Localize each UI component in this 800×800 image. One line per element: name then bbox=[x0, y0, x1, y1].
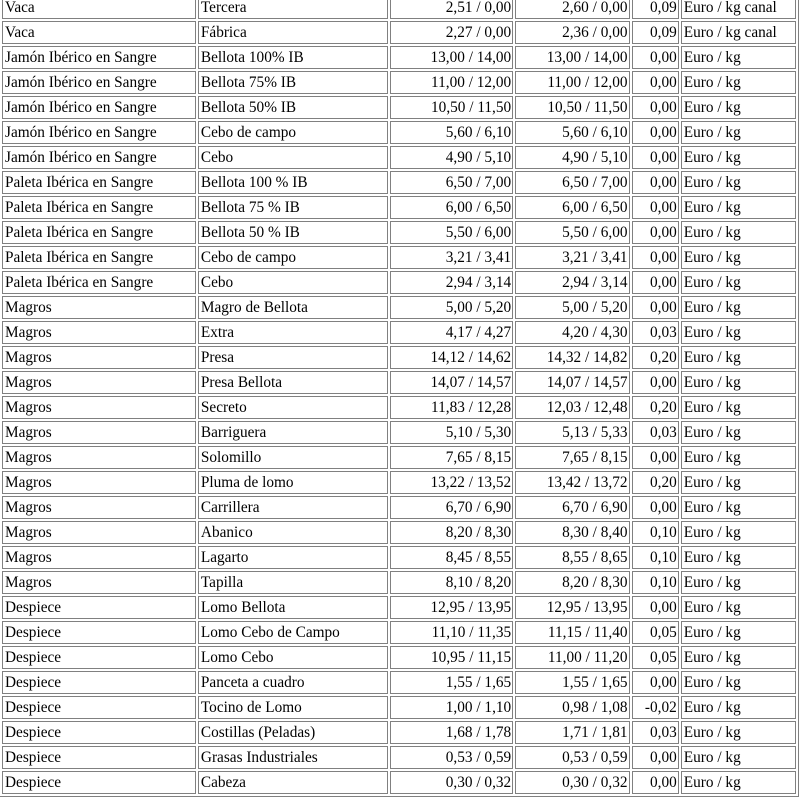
previous-price-cell: 7,65 / 8,15 bbox=[390, 446, 513, 469]
change-cell: 0,10 bbox=[632, 521, 679, 544]
table-row bbox=[2, 471, 796, 494]
table-row bbox=[2, 171, 796, 194]
change-cell: 0,05 bbox=[632, 646, 679, 669]
change-cell: 0,09 bbox=[632, 21, 679, 44]
table-row bbox=[2, 496, 796, 519]
current-price-cell: 14,32 / 14,82 bbox=[515, 346, 629, 369]
unit-cell: Euro / kg bbox=[681, 96, 796, 119]
category-cell: Magros bbox=[2, 371, 196, 394]
unit-cell: Euro / kg bbox=[681, 396, 796, 419]
category-cell: Magros bbox=[2, 321, 196, 344]
category-cell: Jamón Ibérico en Sangre bbox=[2, 46, 196, 69]
category-cell: Paleta Ibérica en Sangre bbox=[2, 196, 196, 219]
category-cell: Jamón Ibérico en Sangre bbox=[2, 121, 196, 144]
category-cell: Despiece bbox=[2, 771, 196, 794]
table-row bbox=[2, 0, 796, 19]
current-price-cell: 1,55 / 1,65 bbox=[515, 671, 629, 694]
previous-price-cell: 2,27 / 0,00 bbox=[390, 21, 513, 44]
change-cell: 0,00 bbox=[632, 771, 679, 794]
unit-cell: Euro / kg bbox=[681, 771, 796, 794]
unit-cell: Euro / kg bbox=[681, 721, 796, 744]
change-cell: 0,03 bbox=[632, 321, 679, 344]
product-cell: Solomillo bbox=[198, 446, 388, 469]
product-cell: Bellota 50% IB bbox=[198, 96, 388, 119]
unit-cell: Euro / kg bbox=[681, 296, 796, 319]
category-cell: Vaca bbox=[2, 0, 196, 19]
category-cell: Magros bbox=[2, 446, 196, 469]
current-price-cell: 4,20 / 4,30 bbox=[515, 321, 629, 344]
unit-cell: Euro / kg bbox=[681, 646, 796, 669]
unit-cell: Euro / kg bbox=[681, 421, 796, 444]
change-cell: 0,00 bbox=[632, 146, 679, 169]
table-row bbox=[2, 596, 796, 619]
table-body bbox=[2, 0, 796, 794]
product-cell: Bellota 100 % IB bbox=[198, 171, 388, 194]
current-price-cell: 3,21 / 3,41 bbox=[515, 246, 629, 269]
change-cell: 0,00 bbox=[632, 96, 679, 119]
previous-price-cell: 1,55 / 1,65 bbox=[390, 671, 513, 694]
previous-price-cell: 5,10 / 5,30 bbox=[390, 421, 513, 444]
change-cell: 0,00 bbox=[632, 121, 679, 144]
product-cell: Cebo de campo bbox=[198, 121, 388, 144]
previous-price-cell: 10,95 / 11,15 bbox=[390, 646, 513, 669]
previous-price-cell: 6,00 / 6,50 bbox=[390, 196, 513, 219]
current-price-cell: 6,00 / 6,50 bbox=[515, 196, 629, 219]
category-cell: Magros bbox=[2, 471, 196, 494]
unit-cell: Euro / kg canal bbox=[681, 21, 796, 44]
category-cell: Despiece bbox=[2, 721, 196, 744]
previous-price-cell: 12,95 / 13,95 bbox=[390, 596, 513, 619]
unit-cell: Euro / kg bbox=[681, 671, 796, 694]
change-cell: 0,20 bbox=[632, 346, 679, 369]
current-price-cell: 0,53 / 0,59 bbox=[515, 746, 629, 769]
change-cell: 0,00 bbox=[632, 196, 679, 219]
category-cell: Despiece bbox=[2, 671, 196, 694]
product-cell: Extra bbox=[198, 321, 388, 344]
unit-cell: Euro / kg bbox=[681, 146, 796, 169]
previous-price-cell: 5,60 / 6,10 bbox=[390, 121, 513, 144]
unit-cell: Euro / kg bbox=[681, 471, 796, 494]
current-price-cell: 0,98 / 1,08 bbox=[515, 696, 629, 719]
previous-price-cell: 6,70 / 6,90 bbox=[390, 496, 513, 519]
unit-cell: Euro / kg bbox=[681, 596, 796, 619]
current-price-cell: 2,60 / 0,00 bbox=[515, 0, 629, 19]
product-cell: Bellota 75% IB bbox=[198, 71, 388, 94]
unit-cell: Euro / kg bbox=[681, 71, 796, 94]
unit-cell: Euro / kg bbox=[681, 696, 796, 719]
table-row bbox=[2, 21, 796, 44]
current-price-cell: 6,50 / 7,00 bbox=[515, 171, 629, 194]
category-cell: Paleta Ibérica en Sangre bbox=[2, 171, 196, 194]
category-cell: Despiece bbox=[2, 746, 196, 769]
previous-price-cell: 1,68 / 1,78 bbox=[390, 721, 513, 744]
category-cell: Magros bbox=[2, 571, 196, 594]
change-cell: 0,00 bbox=[632, 746, 679, 769]
previous-price-cell: 11,83 / 12,28 bbox=[390, 396, 513, 419]
previous-price-cell: 11,10 / 11,35 bbox=[390, 621, 513, 644]
change-cell: 0,20 bbox=[632, 396, 679, 419]
product-cell: Tercera bbox=[198, 0, 388, 19]
previous-price-cell: 8,45 / 8,55 bbox=[390, 546, 513, 569]
current-price-cell: 0,30 / 0,32 bbox=[515, 771, 629, 794]
current-price-cell: 14,07 / 14,57 bbox=[515, 371, 629, 394]
unit-cell: Euro / kg bbox=[681, 496, 796, 519]
current-price-cell: 12,95 / 13,95 bbox=[515, 596, 629, 619]
change-cell: 0,00 bbox=[632, 671, 679, 694]
category-cell: Paleta Ibérica en Sangre bbox=[2, 221, 196, 244]
table-row bbox=[2, 646, 796, 669]
current-price-cell: 5,13 / 5,33 bbox=[515, 421, 629, 444]
change-cell: -0,02 bbox=[632, 696, 679, 719]
current-price-cell: 5,00 / 5,20 bbox=[515, 296, 629, 319]
table-row bbox=[2, 196, 796, 219]
product-cell: Fábrica bbox=[198, 21, 388, 44]
previous-price-cell: 4,17 / 4,27 bbox=[390, 321, 513, 344]
current-price-cell: 8,30 / 8,40 bbox=[515, 521, 629, 544]
previous-price-cell: 6,50 / 7,00 bbox=[390, 171, 513, 194]
table-row bbox=[2, 121, 796, 144]
change-cell: 0,00 bbox=[632, 46, 679, 69]
table-row bbox=[2, 346, 796, 369]
product-cell: Pluma de lomo bbox=[198, 471, 388, 494]
table-row bbox=[2, 446, 796, 469]
unit-cell: Euro / kg bbox=[681, 196, 796, 219]
change-cell: 0,00 bbox=[632, 71, 679, 94]
unit-cell: Euro / kg bbox=[681, 546, 796, 569]
table-row bbox=[2, 696, 796, 719]
change-cell: 0,10 bbox=[632, 546, 679, 569]
table-row bbox=[2, 271, 796, 294]
current-price-cell: 10,50 / 11,50 bbox=[515, 96, 629, 119]
category-cell: Despiece bbox=[2, 646, 196, 669]
product-cell: Bellota 100% IB bbox=[198, 46, 388, 69]
unit-cell: Euro / kg bbox=[681, 46, 796, 69]
change-cell: 0,20 bbox=[632, 471, 679, 494]
current-price-cell: 4,90 / 5,10 bbox=[515, 146, 629, 169]
table-row bbox=[2, 521, 796, 544]
product-cell: Magro de Bellota bbox=[198, 296, 388, 319]
previous-price-cell: 8,20 / 8,30 bbox=[390, 521, 513, 544]
table-row bbox=[2, 96, 796, 119]
product-cell: Lagarto bbox=[198, 546, 388, 569]
previous-price-cell: 1,00 / 1,10 bbox=[390, 696, 513, 719]
change-cell: 0,00 bbox=[632, 446, 679, 469]
previous-price-cell: 10,50 / 11,50 bbox=[390, 96, 513, 119]
current-price-cell: 2,94 / 3,14 bbox=[515, 271, 629, 294]
change-cell: 0,10 bbox=[632, 571, 679, 594]
product-cell: Bellota 75 % IB bbox=[198, 196, 388, 219]
previous-price-cell: 13,00 / 14,00 bbox=[390, 46, 513, 69]
previous-price-cell: 4,90 / 5,10 bbox=[390, 146, 513, 169]
category-cell: Magros bbox=[2, 421, 196, 444]
table-row bbox=[2, 571, 796, 594]
unit-cell: Euro / kg bbox=[681, 346, 796, 369]
current-price-cell: 5,60 / 6,10 bbox=[515, 121, 629, 144]
unit-cell: Euro / kg bbox=[681, 246, 796, 269]
change-cell: 0,03 bbox=[632, 421, 679, 444]
current-price-cell: 11,00 / 11,20 bbox=[515, 646, 629, 669]
table-row bbox=[2, 71, 796, 94]
change-cell: 0,03 bbox=[632, 721, 679, 744]
product-cell: Grasas Industriales bbox=[198, 746, 388, 769]
category-cell: Paleta Ibérica en Sangre bbox=[2, 271, 196, 294]
product-cell: Secreto bbox=[198, 396, 388, 419]
current-price-cell: 2,36 / 0,00 bbox=[515, 21, 629, 44]
previous-price-cell: 0,30 / 0,32 bbox=[390, 771, 513, 794]
change-cell: 0,09 bbox=[632, 0, 679, 19]
unit-cell: Euro / kg bbox=[681, 121, 796, 144]
category-cell: Magros bbox=[2, 521, 196, 544]
previous-price-cell: 13,22 / 13,52 bbox=[390, 471, 513, 494]
product-cell: Lomo Cebo de Campo bbox=[198, 621, 388, 644]
current-price-cell: 7,65 / 8,15 bbox=[515, 446, 629, 469]
table-row bbox=[2, 46, 796, 69]
product-cell: Lomo Bellota bbox=[198, 596, 388, 619]
table-row bbox=[2, 546, 796, 569]
table-row bbox=[2, 671, 796, 694]
change-cell: 0,05 bbox=[632, 621, 679, 644]
unit-cell: Euro / kg bbox=[681, 571, 796, 594]
table-row bbox=[2, 421, 796, 444]
unit-cell: Euro / kg bbox=[681, 221, 796, 244]
category-cell: Magros bbox=[2, 546, 196, 569]
product-cell: Tapilla bbox=[198, 571, 388, 594]
product-cell: Cabeza bbox=[198, 771, 388, 794]
product-cell: Presa bbox=[198, 346, 388, 369]
change-cell: 0,00 bbox=[632, 496, 679, 519]
product-cell: Tocino de Lomo bbox=[198, 696, 388, 719]
change-cell: 0,00 bbox=[632, 271, 679, 294]
previous-price-cell: 3,21 / 3,41 bbox=[390, 246, 513, 269]
unit-cell: Euro / kg bbox=[681, 621, 796, 644]
unit-cell: Euro / kg bbox=[681, 371, 796, 394]
unit-cell: Euro / kg canal bbox=[681, 0, 796, 19]
current-price-cell: 11,15 / 11,40 bbox=[515, 621, 629, 644]
previous-price-cell: 2,51 / 0,00 bbox=[390, 0, 513, 19]
unit-cell: Euro / kg bbox=[681, 521, 796, 544]
previous-price-cell: 5,00 / 5,20 bbox=[390, 296, 513, 319]
category-cell: Paleta Ibérica en Sangre bbox=[2, 246, 196, 269]
product-cell: Presa Bellota bbox=[198, 371, 388, 394]
product-cell: Cebo bbox=[198, 271, 388, 294]
previous-price-cell: 2,94 / 3,14 bbox=[390, 271, 513, 294]
change-cell: 0,00 bbox=[632, 221, 679, 244]
table-row bbox=[2, 721, 796, 744]
current-price-cell: 13,00 / 14,00 bbox=[515, 46, 629, 69]
product-cell: Lomo Cebo bbox=[198, 646, 388, 669]
previous-price-cell: 5,50 / 6,00 bbox=[390, 221, 513, 244]
table-row bbox=[2, 296, 796, 319]
product-cell: Cebo bbox=[198, 146, 388, 169]
table-row bbox=[2, 771, 796, 794]
product-cell: Bellota 50 % IB bbox=[198, 221, 388, 244]
unit-cell: Euro / kg bbox=[681, 171, 796, 194]
current-price-cell: 8,20 / 8,30 bbox=[515, 571, 629, 594]
current-price-cell: 8,55 / 8,65 bbox=[515, 546, 629, 569]
unit-cell: Euro / kg bbox=[681, 446, 796, 469]
current-price-cell: 6,70 / 6,90 bbox=[515, 496, 629, 519]
change-cell: 0,00 bbox=[632, 246, 679, 269]
category-cell: Magros bbox=[2, 296, 196, 319]
unit-cell: Euro / kg bbox=[681, 321, 796, 344]
change-cell: 0,00 bbox=[632, 171, 679, 194]
current-price-cell: 13,42 / 13,72 bbox=[515, 471, 629, 494]
table-row bbox=[2, 321, 796, 344]
category-cell: Jamón Ibérico en Sangre bbox=[2, 71, 196, 94]
category-cell: Magros bbox=[2, 496, 196, 519]
category-cell: Magros bbox=[2, 346, 196, 369]
category-cell: Vaca bbox=[2, 21, 196, 44]
current-price-cell: 11,00 / 12,00 bbox=[515, 71, 629, 94]
table-row bbox=[2, 221, 796, 244]
table-row bbox=[2, 396, 796, 419]
unit-cell: Euro / kg bbox=[681, 746, 796, 769]
unit-cell: Euro / kg bbox=[681, 271, 796, 294]
current-price-cell: 12,03 / 12,48 bbox=[515, 396, 629, 419]
table-row bbox=[2, 246, 796, 269]
previous-price-cell: 8,10 / 8,20 bbox=[390, 571, 513, 594]
product-cell: Cebo de campo bbox=[198, 246, 388, 269]
category-cell: Jamón Ibérico en Sangre bbox=[2, 146, 196, 169]
change-cell: 0,00 bbox=[632, 596, 679, 619]
previous-price-cell: 0,53 / 0,59 bbox=[390, 746, 513, 769]
previous-price-cell: 11,00 / 12,00 bbox=[390, 71, 513, 94]
previous-price-cell: 14,12 / 14,62 bbox=[390, 346, 513, 369]
category-cell: Despiece bbox=[2, 621, 196, 644]
category-cell: Despiece bbox=[2, 596, 196, 619]
change-cell: 0,00 bbox=[632, 371, 679, 394]
table-row bbox=[2, 621, 796, 644]
product-cell: Abanico bbox=[198, 521, 388, 544]
change-cell: 0,00 bbox=[632, 296, 679, 319]
category-cell: Jamón Ibérico en Sangre bbox=[2, 96, 196, 119]
current-price-cell: 1,71 / 1,81 bbox=[515, 721, 629, 744]
category-cell: Magros bbox=[2, 396, 196, 419]
table-row bbox=[2, 371, 796, 394]
product-cell: Panceta a cuadro bbox=[198, 671, 388, 694]
previous-price-cell: 14,07 / 14,57 bbox=[390, 371, 513, 394]
table-row bbox=[2, 146, 796, 169]
product-cell: Costillas (Peladas) bbox=[198, 721, 388, 744]
product-cell: Carrillera bbox=[198, 496, 388, 519]
table-row bbox=[2, 746, 796, 769]
category-cell: Despiece bbox=[2, 696, 196, 719]
current-price-cell: 5,50 / 6,00 bbox=[515, 221, 629, 244]
product-cell: Barriguera bbox=[198, 421, 388, 444]
